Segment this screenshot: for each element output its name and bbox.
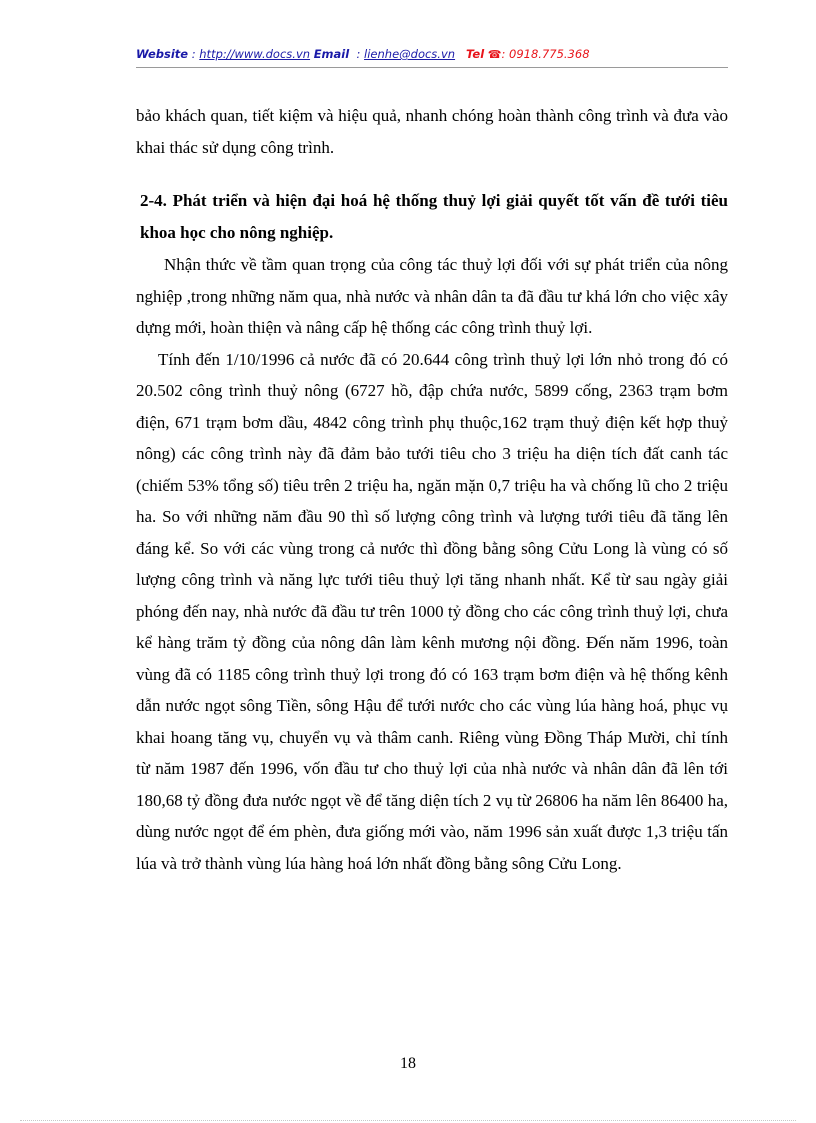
phone-icon: ☎ [487,48,502,61]
paragraph-1: Nhận thức về tầm quan trọng của công tác thuỷ lợi đối với sự phát triển của nông nghiệp ,trong những năm qua, nhà nước và nhân dân ta đã đầu tư khá lớn cho việc xây dựng mới, hoàn thiện và nâng cấp hệ thống các công trình thuỷ lợi. [136,255,728,337]
email-label: Email [313,47,350,61]
email-link[interactable]: lienhe@docs.vn [364,47,456,61]
tel-label: Tel [466,47,485,61]
page-number: 18 [400,1055,416,1072]
section-heading: 2-4. Phát triển và hiện đại hoá hệ thống thuỷ lợi giải quyết tốt vấn đề tưới tiêu khoa học cho nông nghiệp. [140,191,728,242]
intro-paragraph: bảo khách quan, tiết kiệm và hiệu quả, nhanh chóng hoàn thành công trình và đưa vào khai thác sử dụng công trình. [136,106,728,157]
phone-number: 0918.775.368 [509,47,590,61]
page-header: Website : http://www.docs.vn Email : lienhe@docs.vn Tel ☎: 0918.775.368 [136,47,590,61]
website-label: Website [136,47,189,61]
paragraph-2: Tính đến 1/10/1996 cả nước đã có 20.644 công trình thuỷ lợi lớn nhỏ trong đó có 20.502 công trình thuỷ nông (6727 hồ, đập chứa nước, 5899 cống, 2363 trạm bơm điện, 671 trạm bơm dầu, 4842 công trình phụ thuộc,162 trạm thuỷ điện kết hợp thuỷ nông) các công trình này đã đảm bảo tưới tiêu cho 3 triệu ha diện tích đất canh tác (chiếm 53% tổng số) tiêu trên 2 triệu ha, ngăn mặn 0,7 triệu ha và chống lũ cho 2 triệu ha. So với những năm đầu 90 thì số lượng công trình và lượng tưới tiêu đã tăng lên đáng kể. So với các vùng trong cả nước thì đồng bằng sông Cửu Long là vùng có số lượng công trình và năng lực tưới tiêu thuỷ lợi tăng nhanh nhất. Kể từ sau ngày giải phóng đến nay, nhà nước đã đầu tư trên 1000 tỷ đồng cho các công trình thuỷ lợi, chưa kể hàng trăm tỷ đồng của nông dân làm kênh mương nội đồng. Đến năm 1996, toàn vùng đã có 1185 công trình thuỷ lợi trong đó có 163 trạm bơm điện và hệ thống kênh dẫn nước ngọt sông Tiền, sông Hậu để tưới nước cho các vùng lúa hàng hoá, phục vụ khai hoang tăng vụ, chuyển vụ và thâm canh. Riêng vùng Đồng Tháp Mười, chỉ tính từ năm 1987 đến 1996, vốn đầu tư cho thuỷ lợi của nhà nước và nhân dân đã lên tới 180,68 tỷ đồng đưa nước ngọt về để tăng diện tích 2 vụ từ 26806 ha năm lên 86400 ha, dùng nước ngọt để ém phèn, đưa giống mới vào, năm 1996 sản xuất được 1,3 triệu tấn lúa và trở thành vùng lúa hàng hoá lớn nhất đồng bằng sông Cửu Long. [136,349,728,873]
page-bottom-border [20,1120,796,1121]
page-content [136,100,728,879]
website-link[interactable]: http://www.docs.vn [199,47,311,61]
header-divider [136,67,728,68]
